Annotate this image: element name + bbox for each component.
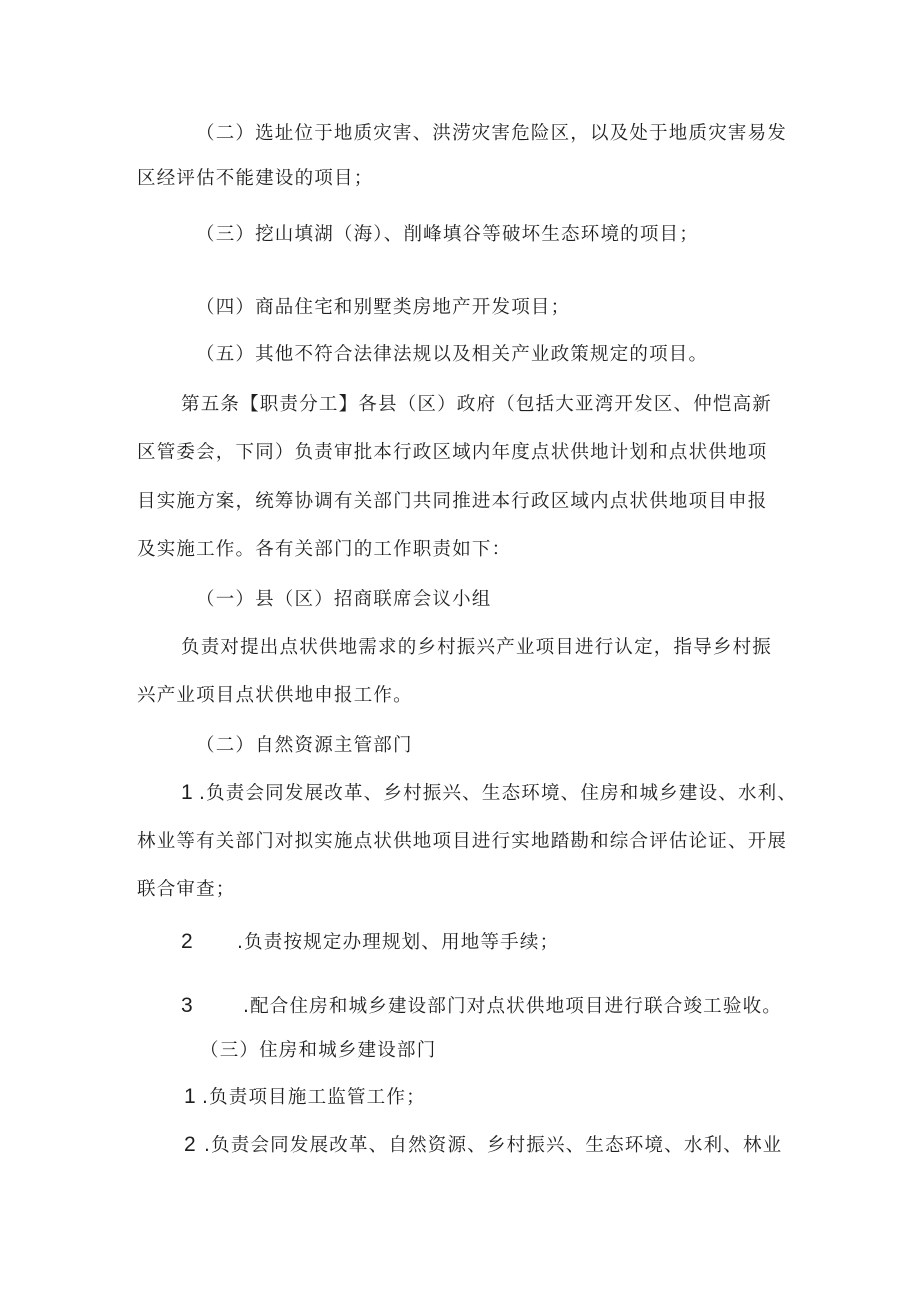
list-number: 3 bbox=[181, 994, 193, 1017]
text-line: .负责会同发展改革、自然资源、乡村振兴、生态环境、水利、林业 bbox=[204, 1135, 783, 1156]
text-line: （三）挖山填湖（海）、削峰填谷等破坏生态环境的项目； bbox=[196, 224, 699, 245]
list-number: 2 bbox=[184, 1133, 196, 1156]
text-line: （三）住房和城乡建设部门 bbox=[200, 1040, 437, 1061]
list-number: 2 bbox=[181, 930, 193, 953]
text-line: 第五条【职责分工】各县（区）政府（包括大亚湾开发区、仲恺高新 bbox=[181, 394, 773, 415]
text-line: 区经评估不能建设的项目； bbox=[137, 168, 374, 189]
text-line: （一）县（区）招商联席会议小组 bbox=[196, 589, 492, 610]
text-line: （四）商品住宅和别墅类房地产开发项目； bbox=[196, 297, 571, 318]
text-line: （二）自然资源主管部门 bbox=[196, 735, 413, 756]
text-line: .负责项目施工监管工作； bbox=[202, 1087, 426, 1108]
text-line: .负责会同发展改革、乡村振兴、生态环境、住房和城乡建设、水利、 bbox=[199, 783, 798, 804]
text-line: .负责按规定办理规划、用地等手续； bbox=[237, 932, 560, 953]
text-line: 林业等有关部门对拟实施点状供地项目进行实地踏勘和综合评估论证、开展 bbox=[137, 831, 788, 852]
text-line: 目实施方案，统筹协调有关部门共同推进本行政区域内点状供地项目申报 bbox=[137, 491, 768, 512]
list-number: 1 bbox=[181, 781, 193, 804]
text-line: 兴产业项目点状供地申报工作。 bbox=[137, 685, 413, 706]
text-line: 负责对提出点状供地需求的乡村振兴产业项目进行认定，指导乡村振 bbox=[181, 637, 773, 658]
text-line: （二）选址位于地质灾害、洪涝灾害危险区，以及处于地质灾害易发 bbox=[196, 123, 788, 144]
text-line: 区管委会，下同）负责审批本行政区域内年度点状供地计划和点状供地项 bbox=[137, 442, 768, 463]
text-line: （五）其他不符合法律法规以及相关产业政策规定的项目。 bbox=[196, 344, 709, 365]
text-line: .配合住房和城乡建设部门对点状供地项目进行联合竣工验收。 bbox=[243, 996, 782, 1017]
text-line: 及实施工作。各有关部门的工作职责如下： bbox=[137, 539, 512, 560]
list-number: 1 bbox=[184, 1085, 196, 1108]
text-line: 联合审查； bbox=[137, 879, 236, 900]
